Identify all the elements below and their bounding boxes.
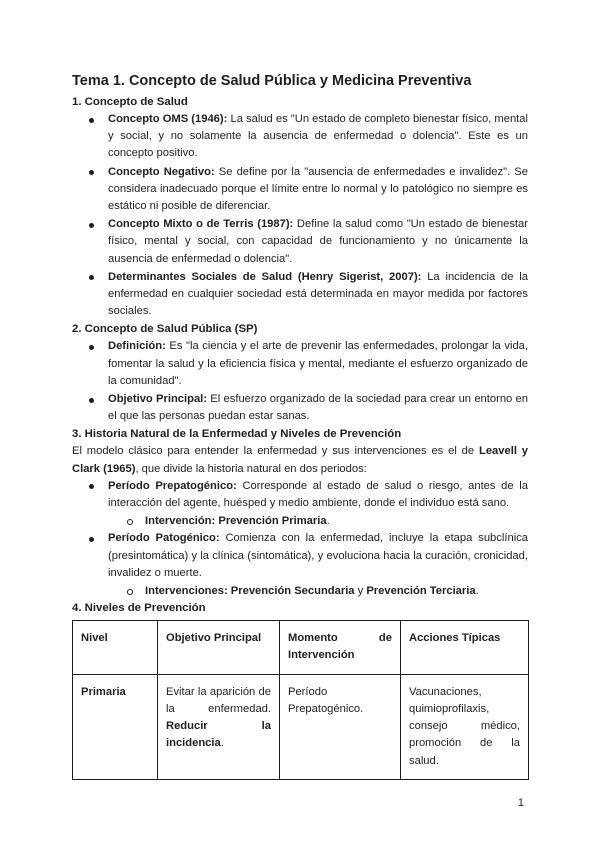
patogenic-sublist (72, 583, 528, 600)
prevention-levels-table (72, 620, 529, 779)
sub-item-term-2: Prevención Terciaria (366, 585, 476, 598)
nivel-text: Primaria (81, 685, 126, 698)
document-title: Tema 1. Concepto de Salud Pública y Medicina Preventiva (72, 73, 472, 89)
sub-item-mid: y (354, 585, 367, 598)
header-cell: Nivel (73, 621, 158, 674)
item-text: Comienza con la enfermedad, incluye la etapa subclínica (presintomática) y la clínica (sintomática), y evoluciona hacia la curación, cronicidad, invalidez o muerte. (108, 532, 528, 579)
section-3-list (72, 478, 528, 512)
item-text: El esfuerzo organizado de la sociedad para crear un entorno en el que las personas puedan estar sanas. (108, 393, 528, 423)
list-item (72, 391, 528, 425)
objetivo-text: Evitar la aparición de la enfermedad. (166, 685, 271, 715)
objetivo-bold: Reducir la incidencia (166, 720, 271, 750)
item-term: Concepto OMS (1946): (108, 113, 228, 125)
list-item (72, 164, 528, 216)
item-term: Definición: (108, 340, 166, 353)
document-page (72, 72, 528, 780)
header-cell: Acciones Típicas (401, 621, 529, 674)
item-text: Corresponde al estado de salud o riesgo, antes de la interacción del agente, huésped y medio ambiente, donde el individuo está sano. (108, 479, 528, 510)
item-text: La incidencia de la enfermedad en cualquier sociedad está determinada en mayor medida por factores sociales. (108, 270, 528, 318)
table-row (73, 674, 529, 779)
section-heading-2: 2. Concepto de Salud Pública (SP) (72, 323, 258, 336)
intro-text-end: , que divide la historia natural en dos periodos: (135, 462, 367, 475)
item-term: Determinantes Sociales de Salud (Henry Sigerist, 2007): (108, 270, 422, 283)
list-item (72, 111, 528, 163)
sub-item-end: . (475, 585, 479, 598)
sub-item-term: Intervenciones: Prevención Secundaria (145, 585, 355, 598)
intro-authors: Leavell y Clark (1965) (72, 445, 528, 475)
cell-acciones: Vacunaciones, quimioprofilaxis, consejo médico, promoción de la salud. (401, 674, 529, 779)
sub-list-item (72, 513, 528, 530)
header-cell: Objetivo Principal (158, 621, 280, 674)
item-term: Período Prepatogénico: (108, 479, 237, 492)
section-3-list-b (72, 530, 528, 582)
section-1-list (72, 111, 528, 320)
item-term: Concepto Negativo: (108, 165, 215, 178)
sub-list-item (72, 583, 528, 600)
item-term: Concepto Mixto o de Terris (1987): (108, 218, 294, 231)
objetivo-end: . (220, 737, 224, 750)
item-text: La salud es "Un estado de completo bienestar físico, mental y social, y no solamente la ausencia de enfermedad o dolencia". Este es un concepto positivo. (108, 113, 528, 160)
item-text: Define la salud como "Un estado de bienestar físico, mental y social, con capacidad de funcionamiento y no únicamente la ausencia de enfermedad o dolencia". (108, 218, 528, 265)
item-term: Período Patogénico: (108, 532, 220, 545)
intro-text: El modelo clásico para entender la enfermedad y sus intervenciones es el de (72, 445, 479, 458)
section-heading-1: 1. Concepto de Salud (72, 96, 188, 108)
item-term: Objetivo Principal: (108, 393, 208, 406)
list-item (72, 216, 528, 268)
list-item (72, 338, 528, 390)
page-number: 1 (517, 797, 524, 809)
item-text: Se define por la "ausencia de enfermedades e invalidez". Se considera inadecuado porque el límite entre lo normal y lo patológico no siempre es estático ni posible de diferenciar. (108, 165, 528, 213)
header-cell: Momento de Intervención (280, 621, 401, 674)
item-text: Es "la ciencia y el arte de prevenir las enfermedades, prolongar la vida, fomentar la salud y la eficiencia física y mental, mediante el esfuerzo organizado de la comunidad". (108, 340, 528, 387)
prepatogenic-sublist (72, 513, 528, 530)
section-heading-3: 3. Historia Natural de la Enfermedad y Niveles de Prevención (72, 428, 402, 441)
table-header-row (73, 621, 529, 674)
sub-item-end: . (326, 515, 330, 528)
cell-objetivo (158, 674, 280, 779)
list-item (72, 269, 528, 321)
section-2-list (72, 338, 528, 425)
list-item (72, 478, 528, 512)
list-item (72, 530, 528, 582)
cell-nivel (73, 674, 158, 779)
sub-item-term: Intervención: Prevención Primaria (145, 515, 327, 528)
cell-momento: Período Prepatogénico. (280, 674, 401, 779)
section-heading-4: 4. Niveles de Prevención (72, 602, 206, 615)
section-3-intro (72, 443, 528, 477)
